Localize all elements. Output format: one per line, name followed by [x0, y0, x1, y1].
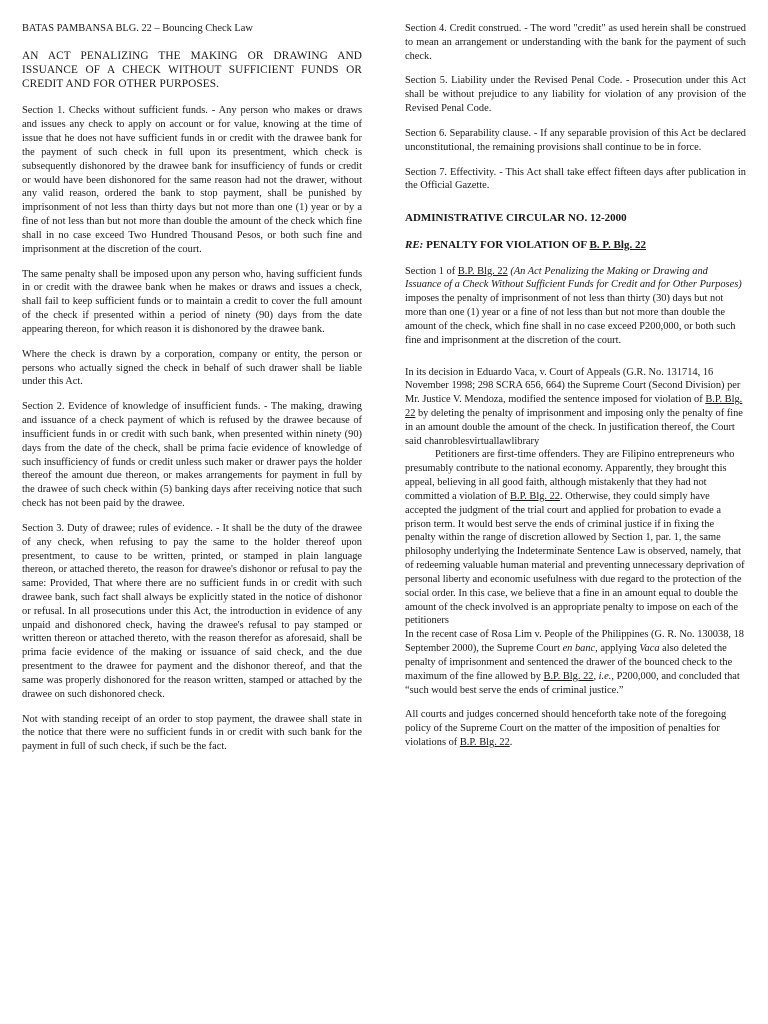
- section-4: Section 4. Credit construed. - The word "credit" as used herein shall be construed to mean an arrangement or understanding with the bank for the payment of such check.: [405, 23, 746, 62]
- bp-reference: B.P. Blg. 22: [510, 490, 560, 502]
- act-title: AN ACT PENALIZING THE MAKING OR DRAWING AND ISSUANCE OF A CHECK WITHOUT SUFFICIENT FUNDS OR CREDIT AND FOR OTHER PURPOSES.: [22, 49, 362, 91]
- section-1-paragraph-2: The same penalty shall be imposed upon any person who, having sufficient funds in or credit with the drawee bank when he makes or draws and issues a check, shall fail to keep sufficient funds or to maintain a credit to cover the full amount of the check if presented within a period of ninety (90) days from the date appearing thereon, for which reason it is dishonored by the drawee bank.: [22, 268, 362, 335]
- text-run: Petitioners are first-time offenders. They are Filipino entrepreneurs who presumably contribute to the national economy. Apparently, they brought this appeal, believing in all good faith, although mistakenly that they had not committed a violation of: [405, 449, 735, 502]
- text-run: . Otherwise, they could simply have accepted the judgment of the trial court and applied for probation to evade a prison term. It would best serve the ends of criminal justice if in fixing the penalty within the range of discretion allowed by Section 1, par. 1, the same philosophy underlying the Indeterminate Sentence Law is observed, namely, that of redeeming valuable human material and preventing unnecessary deprivation of personal liberty and economic usefulness with due regard to the protection of the social order. In this case, we believe that a fine in an amount equal to double the amount of the check involved is an appropriate penalty to impose on each of the petitioners: [405, 490, 745, 627]
- text-run: All courts and judges concerned should henceforth take note of the foregoing policy of the Supreme Court on the matter of the imposition of penalties for violations of: [405, 709, 727, 749]
- section-3-paragraph-2: Not with standing receipt of an order to stop payment, the drawee shall state in the notice that there were no sufficient funds in or credit with such bank for the payment in full of such check, if such be the fact.: [22, 713, 362, 753]
- circular-paragraph-1: [405, 265, 746, 348]
- section-1: Section 1. Checks without sufficient funds. - Any person who makes or draws and issues any check to apply on account or for value, knowing at the time of issue that he does not have sufficient funds in or credit with the drawee bank for the payment of such check in full upon its presentment, which check is subsequently dishonored by the drawee bank for insufficiency of funds or credit or would have been dishonored for the same reason had not the drawer, without any valid reason, ordered the bank to stop payment, shall be punished by imprisonment of not less than thirty days but not more than one (1) year or by a fine of not less than but not more than double the amount of the check which fine shall in no case exceed Two Hundred Thousand Pesos, or both such fine and imprisonment at the discretion of the court.: [22, 105, 362, 255]
- text-run: Section 1 of: [405, 265, 458, 277]
- text-run: .: [509, 737, 513, 749]
- italic-term: Vaca: [639, 643, 660, 655]
- text-run: In its decision in Eduardo Vaca, v. Court of Appeals (G.R. No. 131714, 16 November 1998; 298 SCRA 656, 664) the Supreme Court (Second Division) per Mr. Justice V. Mendoza, modified the sentence imposed for violation of: [405, 366, 741, 406]
- circular-title: ADMINISTRATIVE CIRCULAR NO. 12-2000: [405, 212, 627, 225]
- bp-reference: B.P. Blg. 22: [405, 394, 743, 419]
- circular-subject: [405, 238, 746, 253]
- circular-paragraph-5: [405, 708, 746, 749]
- text-run: , applying: [595, 643, 640, 655]
- bp-reference: B.P. Blg. 22: [459, 737, 510, 749]
- italic-term: en banc: [562, 643, 596, 655]
- section-1-paragraph-3: Where the check is drawn by a corporation, company or entity, the person or persons who actually signed the check in behalf of such drawer shall be liable under this Act.: [22, 348, 362, 388]
- section-6: Section 6. Separability clause. - If any separable provision of this Act be declared unconstitutional, the remaining provisions shall continue to be in force.: [405, 127, 746, 153]
- text-run: imposes the penalty of imprisonment of not less than thirty (30) days but not more than one (1) year or a fine of not less than but not more than double the amount of the check, which fine shall in no case exceed P200,000, or both such fine and imprisonment at the discretion of the court.: [405, 293, 736, 346]
- act-full-title: (An Act Penalizing the Making or Drawing and Issuance of a Check Without Sufficient Funds for Credit and for Other Purposes): [405, 265, 742, 291]
- text-run: , P200,000, and concluded that “such would best serve the ends of criminal justice.”: [405, 670, 740, 696]
- section-5: Section 5. Liability under the Revised Penal Code. - Prosecution under this Act shall be without prejudice to any liability for violation of any provision of the Revised Penal Code.: [405, 75, 746, 115]
- text-run: also deleted the penalty of imprisonment and sentenced the drawer of the bounced check to the maximum of the fine allowed by: [405, 643, 733, 682]
- circular-paragraph-2: [405, 366, 746, 449]
- circular-quote: [405, 448, 746, 628]
- circular-paragraph-4: [405, 628, 746, 697]
- document-title: BATAS PAMBANSA BLG. 22 – Bouncing Check Law: [22, 23, 253, 34]
- left-column: [22, 22, 362, 765]
- re-text: PENALTY FOR VIOLATION OF: [423, 238, 590, 251]
- re-label: RE:: [405, 238, 424, 251]
- section-2: Section 2. Evidence of knowledge of insufficient funds. - The making, drawing and issuance of a check payment of which is refused by the drawee because of insufficient funds in or credit with such bank, when presented within ninety (90) days from the date of the check, shall be prima facie evidence of knowledge of such insufficiency of funds or credit unless such maker or drawer pays the holder thereof the amount due thereon, or makes arrangements for payment in full by the drawee of such check within (5) banking days after receiving notice that such check has not been paid by the drawee.: [22, 401, 362, 510]
- right-column: [405, 22, 746, 761]
- bp-reference: B.P. Blg. 22: [543, 670, 594, 682]
- text-run: ,: [593, 670, 599, 682]
- text-run: by deleting the penalty of imprisonment and imposing only the penalty of fine in an amount double the amount of the check. In justification thereof, the Court said chanroblesvirtuallawlibrary: [405, 407, 743, 447]
- text-run: In the recent case of Rosa Lim v. People of the Philippines (G. R. No. 130038, 18 September 2000), the Supreme Court: [405, 629, 744, 655]
- italic-term: i.e.: [598, 670, 612, 682]
- bp-reference: B. P. Blg. 22: [589, 238, 646, 251]
- section-7: Section 7. Effectivity. - This Act shall take effect fifteen days after publication in the Official Gazette.: [405, 166, 746, 192]
- section-3: Section 3. Duty of drawee; rules of evidence. - It shall be the duty of the drawee of any check, when refusing to pay the same to the holder thereof upon presentment, to cause to be written, printed, or stamped in plain language thereon, or attached thereto, the reason for drawee's dishonor or refusal to pay the same: Provided, That where there are no sufficient funds in or credit with such drawee bank, such fact shall always be explicitly stated in the notice of dishonor or refusal. In all prosecutions under this Act, the introduction in evidence of any unpaid and dishonored check, having the drawee's refusal to pay stamped or written thereon or attached thereto, with the reason therefor as aforesaid, shall be prima facie evidence of the making or issuance of said check, and the due presentment to the drawee for payment and the dishonor thereof, and that the same was properly dishonored for the reason written, stamped or attached by the drawee on such dishonored check.: [22, 522, 362, 700]
- bp-reference: B.P. Blg. 22: [457, 265, 508, 277]
